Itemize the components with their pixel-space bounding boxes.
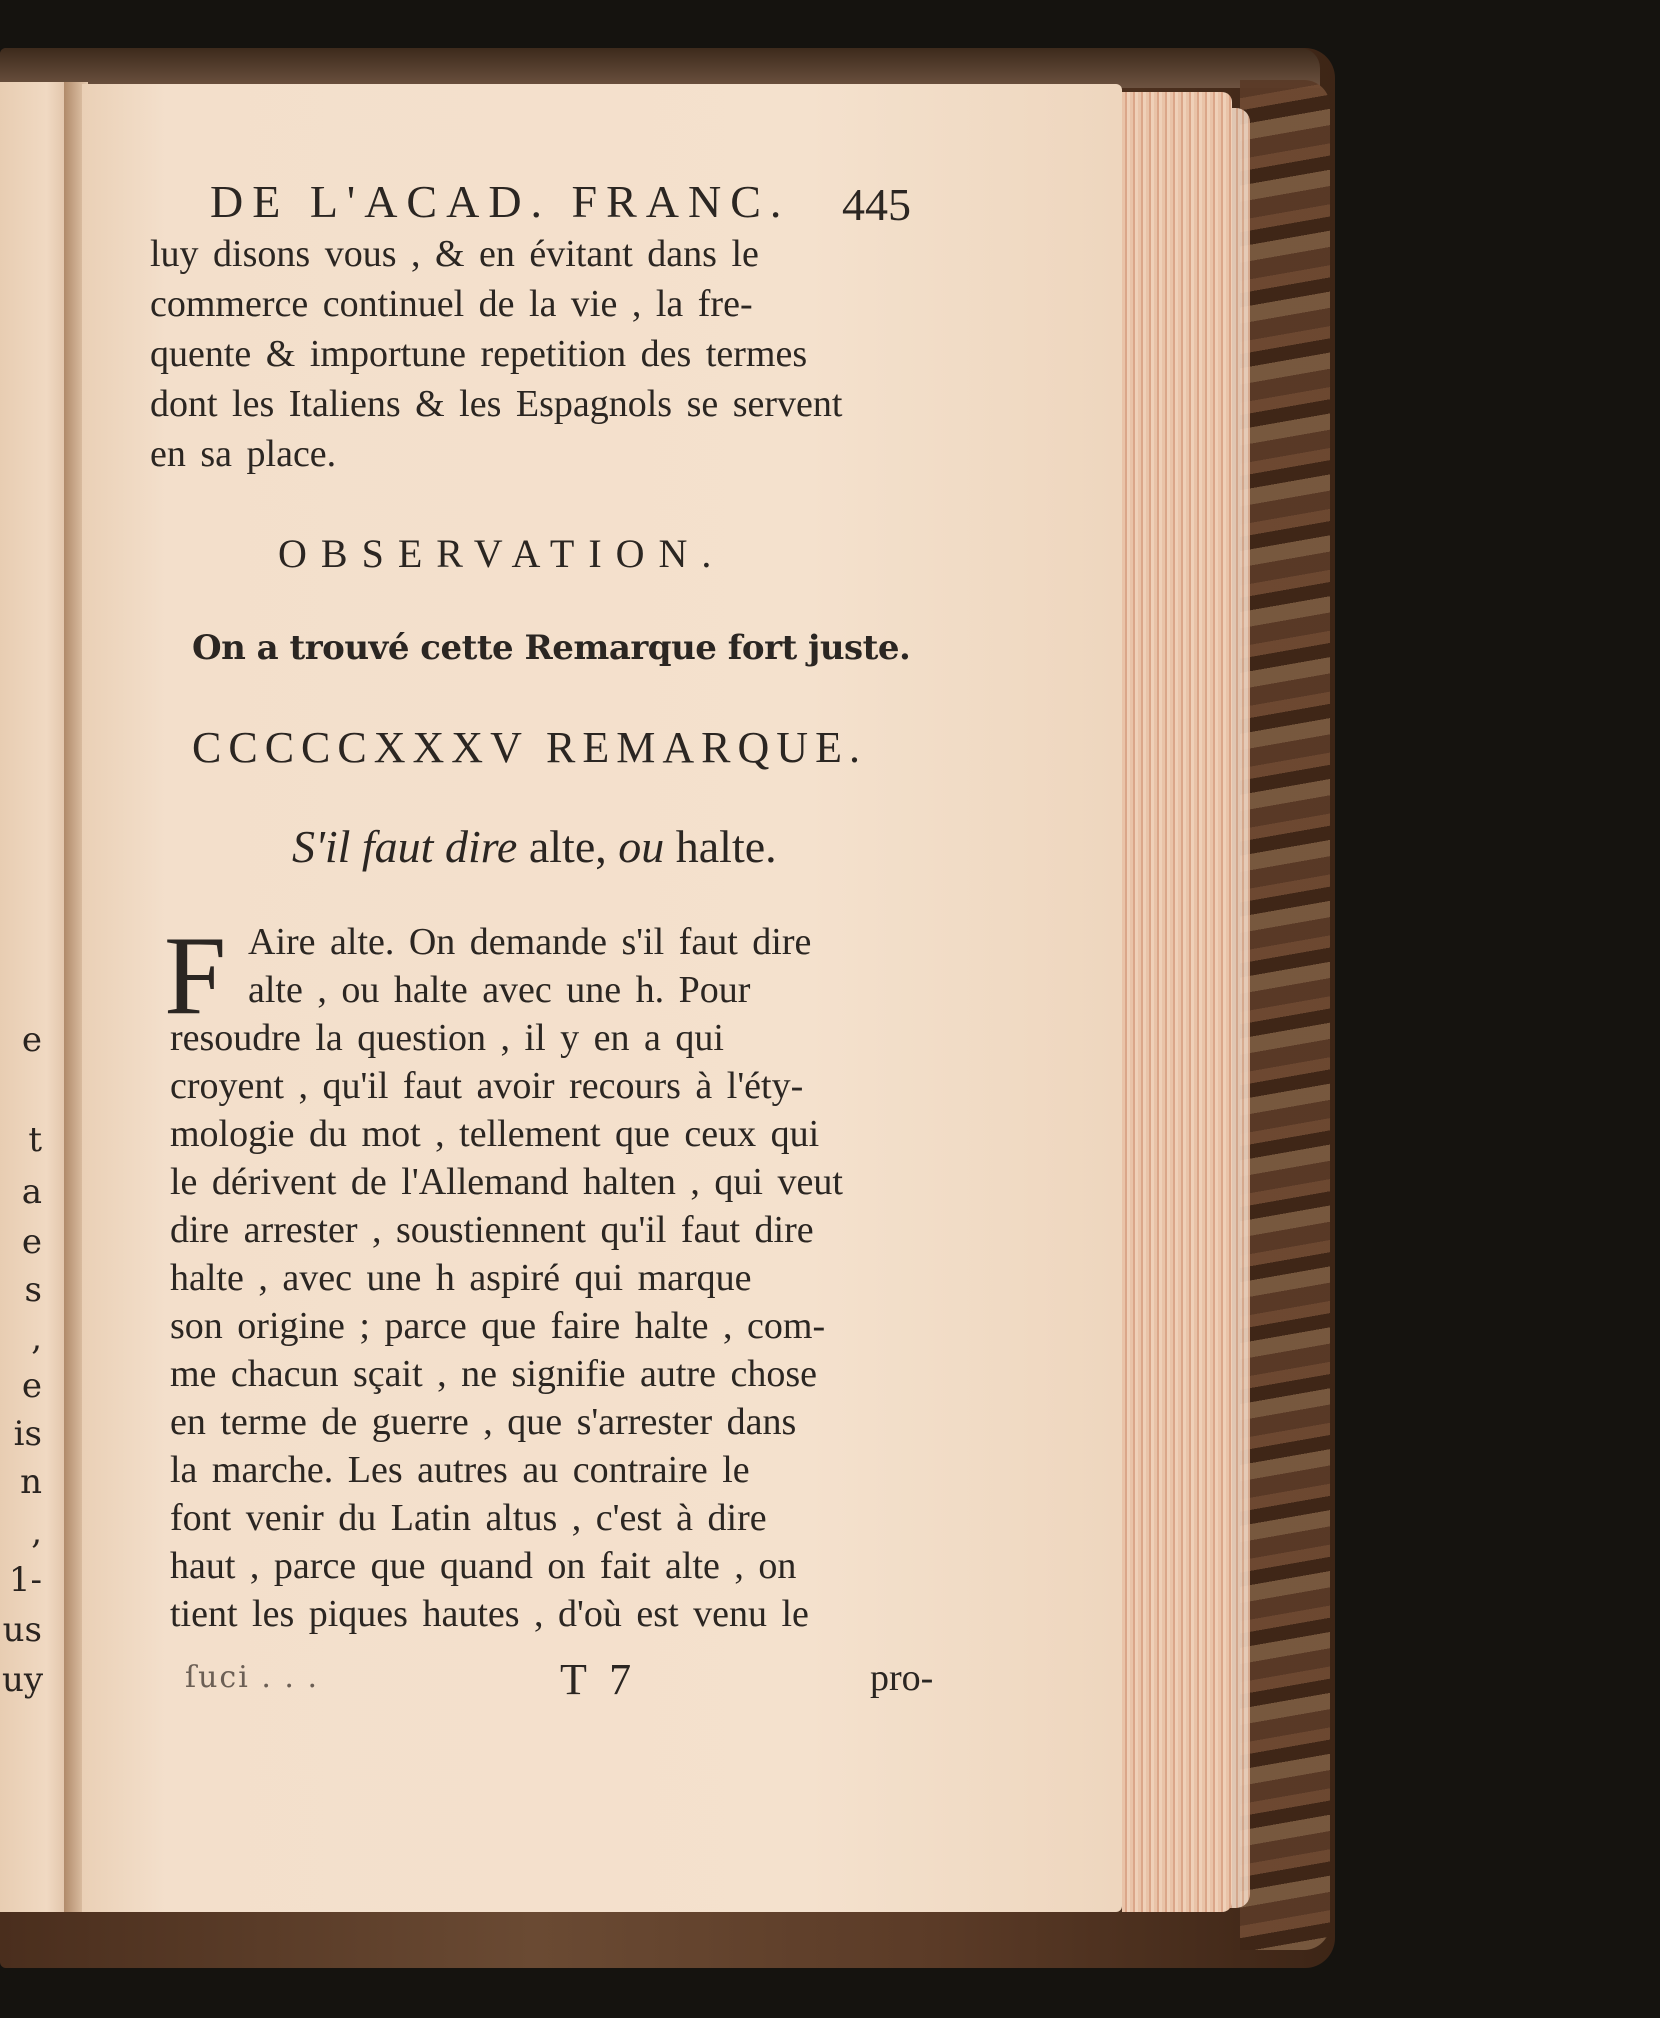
remark-title-word1: alte [517,821,596,872]
text-line: halte , avec une h aspiré qui marque [170,1257,752,1299]
left-fragment: 1- [8,1560,42,1600]
left-fragment: us [2,1610,42,1650]
bleed-through-text: ſuci . . . [185,1660,320,1695]
text-line: quente & importune repetition des termes [150,333,808,375]
running-head: DE L'ACAD. FRANC. [210,176,791,227]
book-spine-edge [1240,80,1330,1950]
text-line: alte , ou halte avec une h. Pour [248,969,751,1011]
text-line: son origine ; parce que faire halte , com- [170,1305,826,1347]
left-fragment: t [28,1120,42,1160]
text-line: tient les piques hautes , d'où est venu le [170,1593,809,1635]
text-line: mologie du mot , tellement que ceux qui [170,1113,820,1155]
left-fragment: , [31,1318,42,1358]
text-line: le dérivent de l'Allemand halten , qui veut [170,1161,843,1203]
left-fragment: a [21,1172,42,1212]
left-fragment: e [21,1366,42,1406]
left-fragment: uy [2,1660,44,1700]
drop-cap: F [164,914,227,1038]
text-line: commerce continuel de la vie , la fre- [150,283,753,325]
text-line: Aire alte. On demande s'il faut dire [248,921,812,963]
remark-title-or: ou [618,821,665,872]
remark-title-word2: halte. [664,821,777,872]
left-fragment: , [31,1512,42,1552]
text-line: font venir du Latin altus , c'est à dire [170,1497,767,1539]
text-line: resoudre la question , il y en a qui [170,1017,724,1059]
observation-text: On a trouvé cette Remarque fort juste. [192,628,911,668]
book-cover-top [0,48,1320,88]
left-fragment: e [21,1222,42,1262]
observation-heading: OBSERVATION. [278,531,726,576]
left-fragment: is [13,1414,42,1454]
text-line: dire arrester , soustiennent qu'il faut dire [170,1209,814,1251]
remark-title-sep: , [595,821,619,872]
text-line: croyent , qu'il faut avoir recours à l'éty- [170,1065,804,1107]
page-number: 445 [842,179,911,230]
text-line: me chacun sçait , ne signifie autre chose [170,1353,817,1395]
text-line: en terme de guerre , que s'arrester dans [170,1401,797,1443]
remark-title [292,820,777,873]
remark-title-lead: S'il faut dire [292,821,518,872]
remark-heading: CCCCCXXXV REMARQUE. [192,723,867,772]
left-fragment: n [20,1462,42,1502]
text-line: la marche. Les autres au contraire le [170,1449,750,1491]
signature-mark: T 7 [560,1655,638,1704]
catchword: pro- [870,1657,934,1699]
text-line: dont les Italiens & les Espagnols se servent [150,383,843,425]
page-fore-edge [1122,92,1232,1912]
left-fragment: e [21,1020,42,1060]
left-fragment: s [24,1270,42,1310]
text-line: en sa place. [150,433,337,475]
text-line: haut , parce que quand on fait alte , on [170,1545,797,1587]
text-line: luy disons vous , & en évitant dans le [150,233,759,275]
